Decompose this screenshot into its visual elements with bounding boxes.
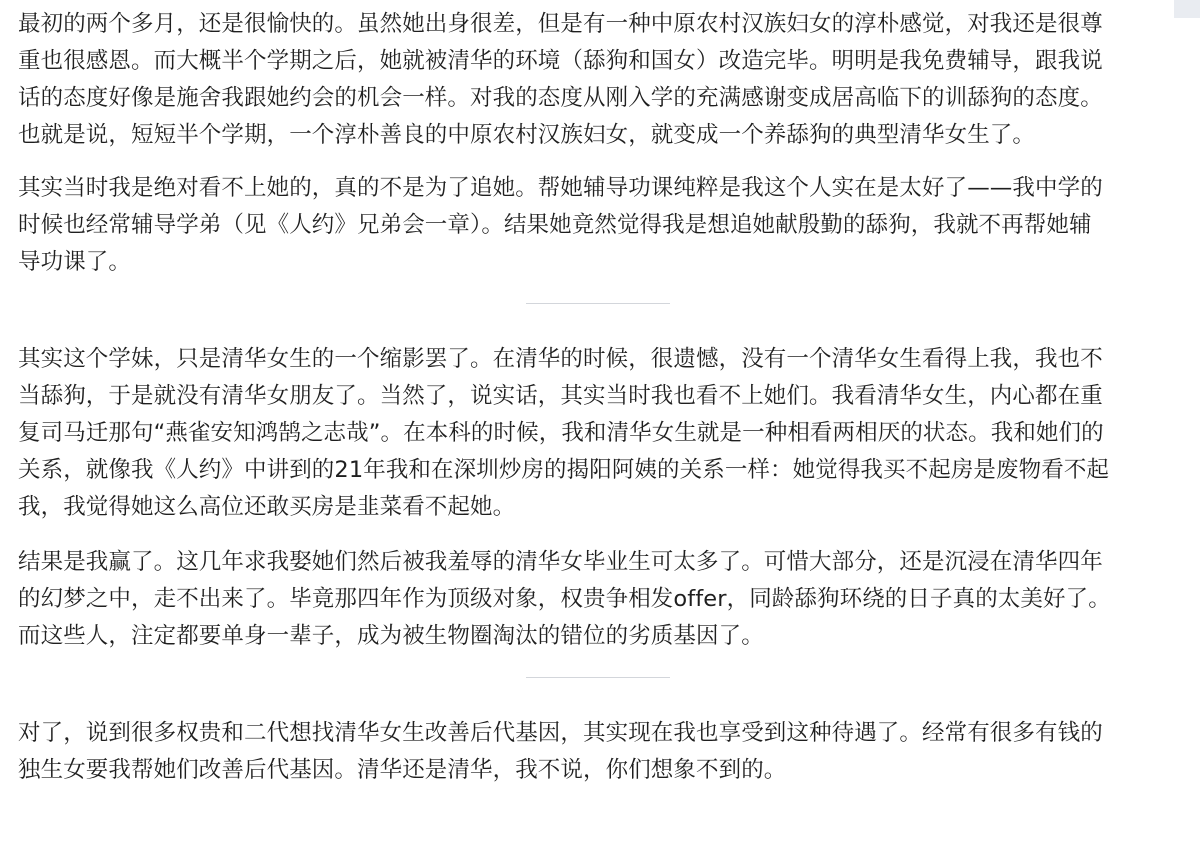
paragraph-4: 结果是我赢了。这几年求我娶她们然后被我羞辱的清华女毕业生可太多了。可惜大部分，还是沉浸在清华四年 的幻梦之中，走不出来了。毕竟那四年作为顶级对象，权贵争相发offer，同龄舔狗环绕的日子真的太美好了。 而这些人，注定都要单身一辈子，成为被生物圈淘汰的错位的劣质基因了。 — [18, 549, 1111, 649]
article-body — [18, 6, 1178, 789]
section-divider — [526, 677, 670, 678]
paragraph-5: 对了，说到很多权贵和二代想找清华女生改善后代基因，其实现在我也享受到这种待遇了。经常有很多有钱的 独生女要我帮她们改善后代基因。清华还是清华，我不说，你们想象不到的。 — [18, 720, 1103, 783]
paragraph-3: 其实这个学妹，只是清华女生的一个缩影罢了。在清华的时候，很遗憾，没有一个清华女生看得上我，我也不 当舔狗，于是就没有清华女朋友了。当然了，说实话，其实当时我也看不上她们。我看清华女生，内心都在重 复司马迁那句“燕雀安知鸿鹄之志哉”。在本科的时候，我和清华女生就是一种相看两相厌的状态。我和她们的 关系，就像我《人约》中讲到的21年我和在深圳炒房的揭阳阿姨的关系一样：她觉得我买不起房是废物看不起 我，我觉得她这么高位还敢买房是韭菜看不起她。 — [18, 346, 1110, 520]
paragraph-1: 最初的两个多月，还是很愉快的。虽然她出身很差，但是有一种中原农村汉族妇女的淳朴感觉，对我还是很尊 重也很感恩。而大概半个学期之后，她就被清华的环境（舔狗和国女）改造完毕。明明是我免费辅导，跟我说 话的态度好像是施舍我跟她约会的机会一样。对我的态度从刚入学的充满感谢变成居高临下的训舔狗的态度。 也就是说，短短半个学期，一个淳朴善良的中原农村汉族妇女，就变成一个养舔狗的典型清华女生了。 — [18, 11, 1103, 148]
section-divider — [526, 303, 670, 304]
paragraph-2: 其实当时我是绝对看不上她的，真的不是为了追她。帮她辅导功课纯粹是我这个人实在是太好了——我中学的 时候也经常辅导学弟（见《人约》兄弟会一章）。结果她竟然觉得我是想追她献殷勤的舔狗，我就不再帮她辅 导功课了。 — [18, 175, 1103, 275]
